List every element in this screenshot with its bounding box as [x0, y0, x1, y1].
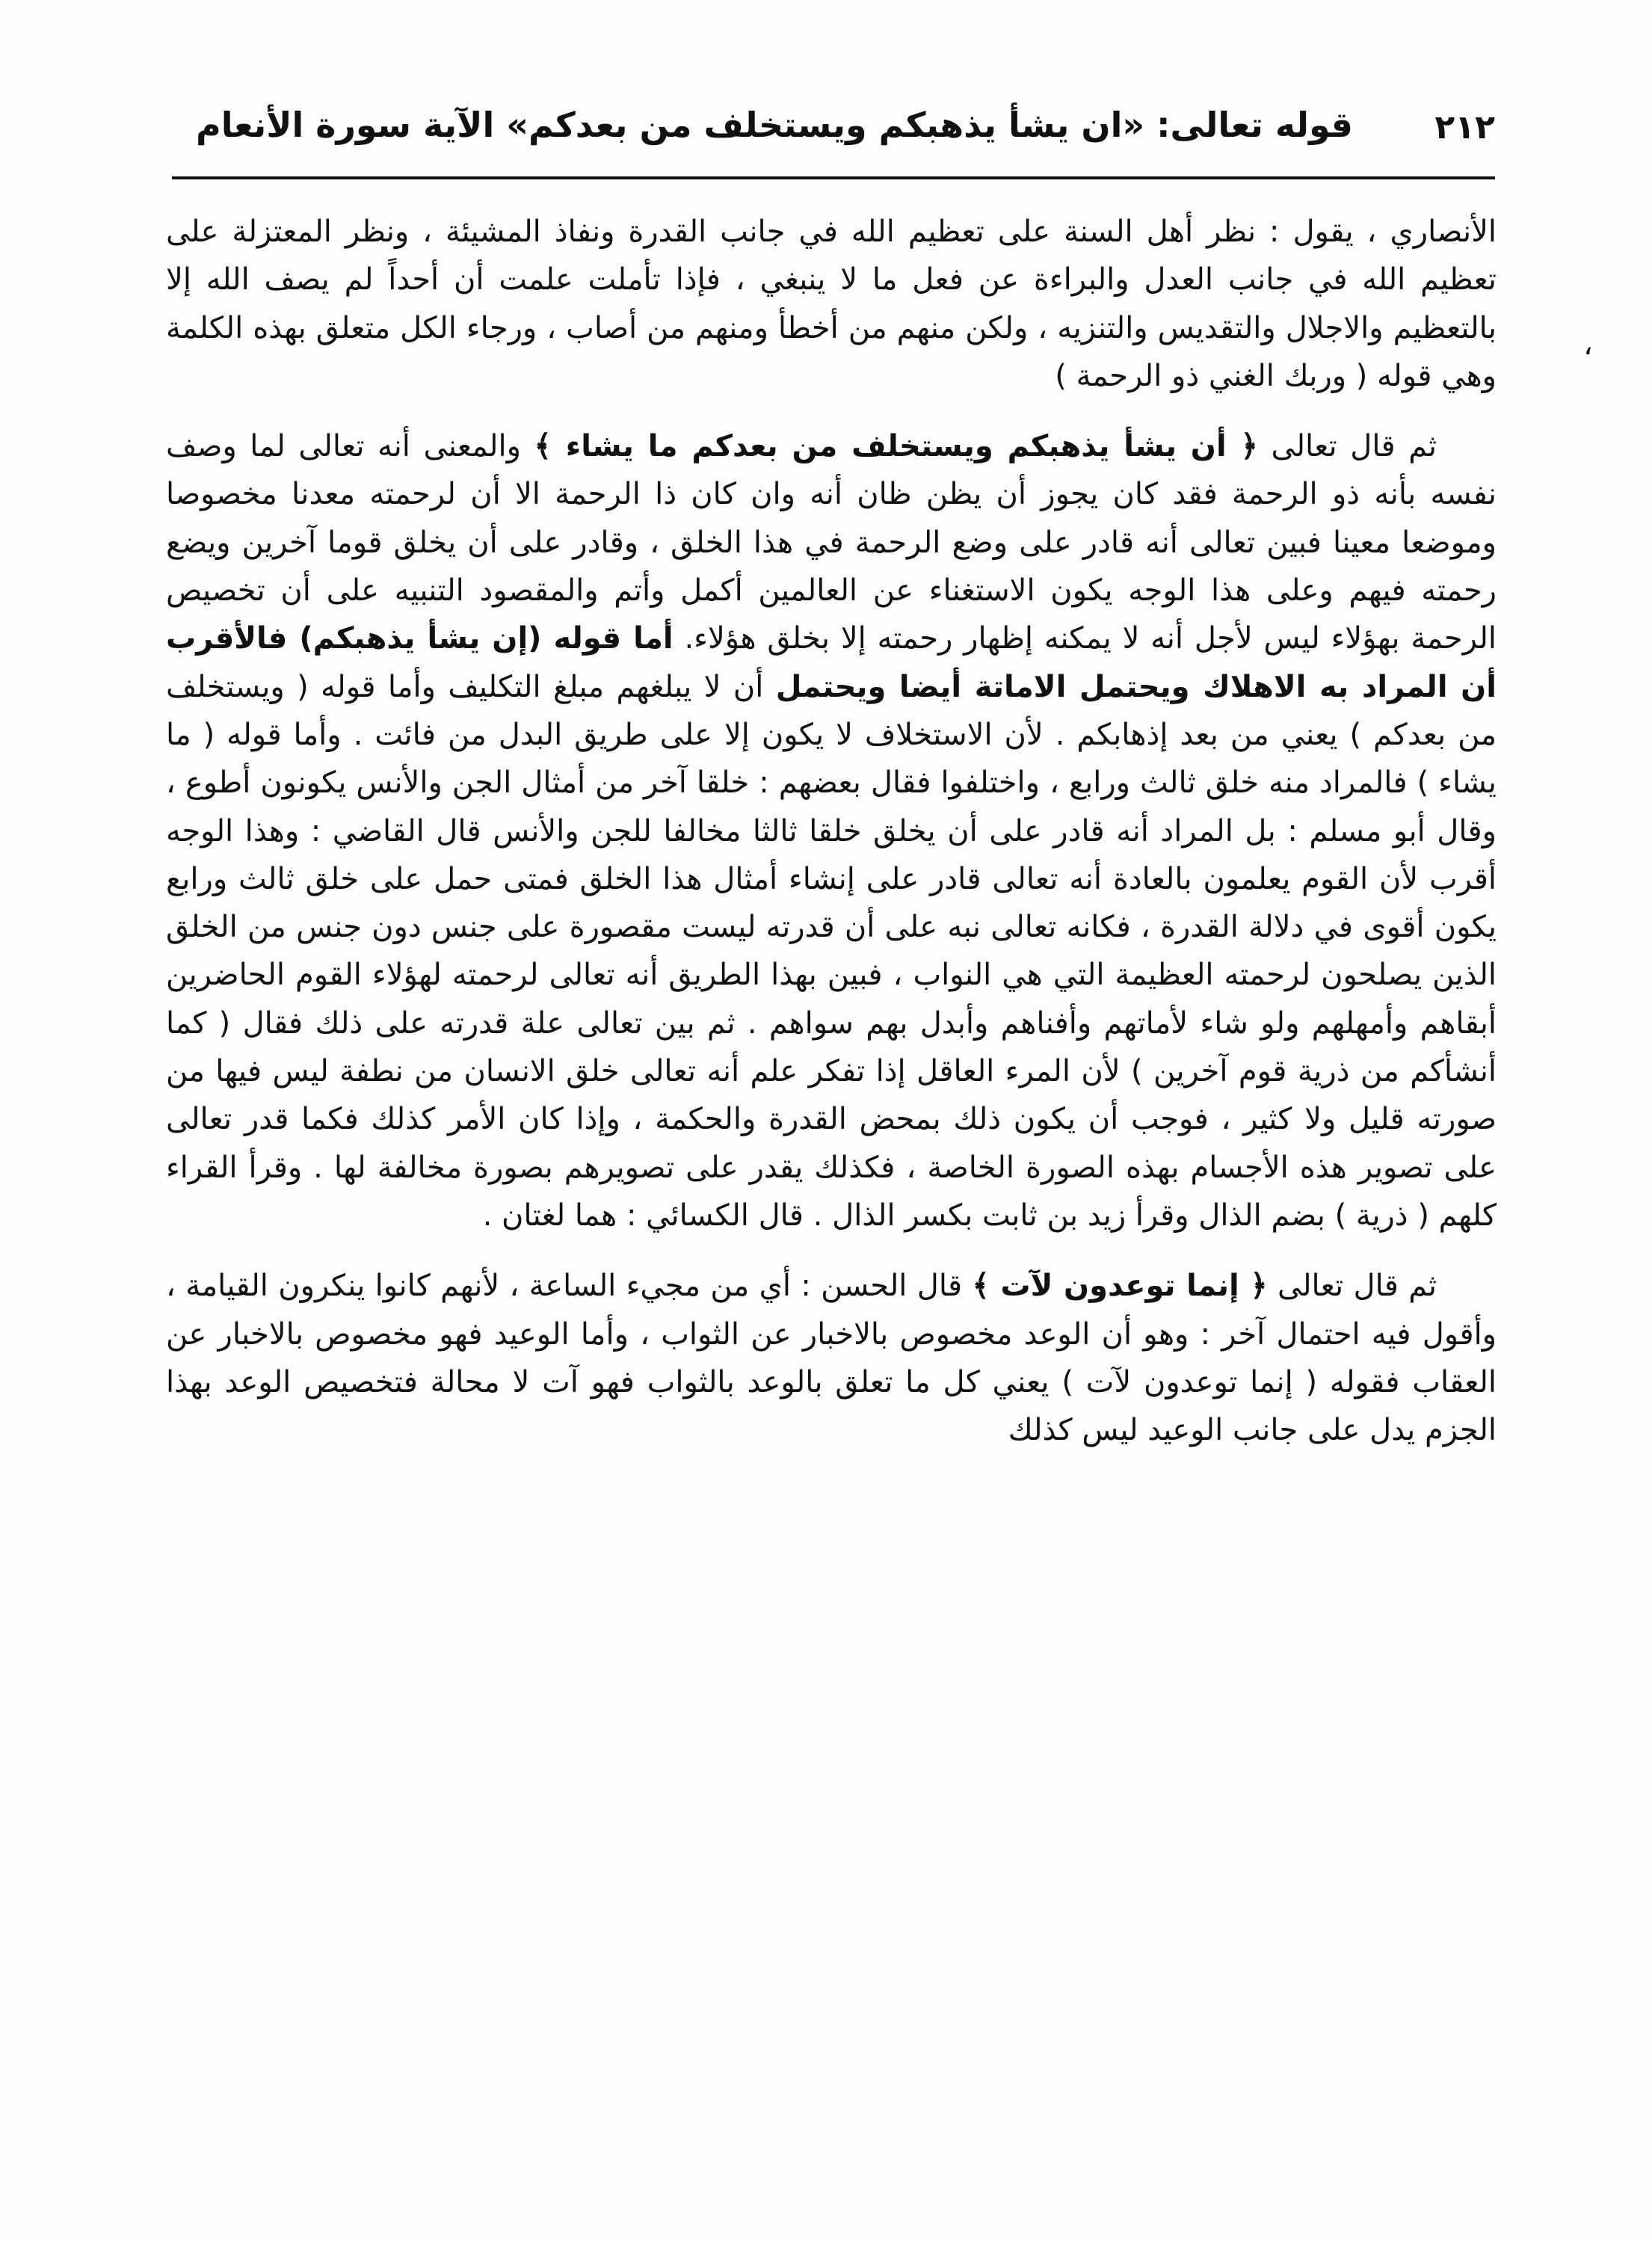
text-run: ثم قال تعالى [1267, 1269, 1437, 1304]
text-run: قال الحسن : أي من مجيء الساعة ، لأنهم كانوا ينكرون القيامة ، وأقول فيه احتمال آخر : وهو أن الوعد مخصوص بالاخبار عن الثواب ، وأما الوعيد فهو مخصوص بالاخبار عن العقاب فقوله ( إنما توعدون لآت ) يعني كل ما تعلق بالوعد بالثواب فهو آت لا محالة فتخصيص الوعد بهذا الجزم يدل على جانب الوعيد ليس كذلك [166, 1269, 1497, 1448]
paragraph [166, 1262, 1497, 1454]
text-run: والمعنى أنه تعالى لما وصف نفسه بأنه ذو الرحمة فقد كان يجوز أن يظن ظان أنه وان كان ذا الرحمة الا أن لرحمته معدنا مخصوصا وموضعا معينا فبين تعالى أنه قادر على وضع الرحمة في هذا الخلق ، وقادر على أن يخلق قوما آخرين ويضع رحمته فيهم وعلى هذا الوجه يكون الاستغناء عن العالمين أكمل وأتم والمقصود التنبيه على أن تخصيص الرحمة بهؤلاء ليس لأجل أنه لا يمكنه إظهار رحمته إلا بخلق هؤلاء. [166, 429, 1497, 656]
margin-mark: ، [1583, 327, 1593, 362]
page-number: ٢١٢ [1434, 108, 1495, 147]
emphasized-text: أما قوله (إن يشأ يذهبكم) فالأقرب أن المراد به الاهلاك ويحتمل الاماتة أيضا ويحتمل [166, 621, 1497, 704]
emphasized-text: ﴿ أن يشأ يذهبكم ويستخلف من بعدكم ما يشاء ﴾ [534, 429, 1258, 464]
running-header [172, 93, 1495, 176]
text-run: الأنصاري ، يقول : نظر أهل السنة على تعظيم الله في جانب القدرة ونفاذ المشيئة ، ونظر المعتزلة على تعظيم الله في جانب العدل والبراءة عن فعل ما لا ينبغي ، فإذا تأملت علمت أن أحداً لم يصف الله إلا بالتعظيم والاجلال والتقديس والتنزيه ، ولكن منهم من أخطأ ومنهم من أصاب ، ورجاء الكل متعلق بهذه الكلمة وهي قوله ( وربك الغني ذو الرحمة ) [166, 215, 1497, 393]
text-run: ثم قال تعالى [1257, 429, 1437, 464]
running-title: قوله تعالى: «ان يشأ يذهبكم ويستخلف من بعدكم» الآية سورة الأنعام [196, 105, 1353, 145]
paragraph [166, 422, 1497, 1239]
header-divider [172, 176, 1495, 179]
paragraph [166, 208, 1497, 400]
text-run: أن لا يبلغهم مبلغ التكليف وأما قوله ( ويستخلف من بعدكم ) يعني من بعد إذهابكم . لأن الاستخلاف لا يكون إلا على طريق البدل من فائت . وأما قوله ( ما يشاء ) فالمراد منه خلق ثالث ورابع ، واختلفوا فقال بعضهم : خلقا آخر من أمثال الجن والأنس يكونون أطوع ، وقال أبو مسلم : بل المراد أنه قادر على أن يخلق خلقا ثالثا مخالفا للجن والأنس قال القاضي : وهذا الوجه أقرب لأن القوم يعلمون بالعادة أنه تعالى قادر على إنشاء أمثال هذا الخلق فمتى حمل على خلق ثالث ورابع يكون أقوى في دلالة القدرة ، فكانه تعالى نبه على أن قدرته ليست مقصورة على جنس دون جنس من الخلق الذين يصلحون لرحمته العظيمة التي هي النواب ، فبين بهذا الطريق أنه تعالى لرحمته لهؤلاء القوم الحاضرين أبقاهم وأمهلهم ولو شاء لأماتهم وأفناهم وأبدل بهم سواهم . ثم بين تعالى علة قدرته على ذلك فقال ( كما أنشأكم من ذرية قوم آخرين ) لأن المرء العاقل إذا تفكر علم أنه تعالى خلق الانسان من نطفة ليس فيها من صورته قليل ولا كثير ، فوجب أن يكون ذلك بمحض القدرة والحكمة ، وإذا كان الأمر كذلك فكما قدر تعالى على تصوير هذه الأجسام بهذه الصورة الخاصة ، فكذلك يقدر على تصويرهم بصورة مخالفة لها . وقرأ القراء كلهم ( ذرية ) بضم الذال وقرأ زيد بن ثابت بكسر الذال . قال الكسائي : هما لغتان . [166, 669, 1497, 1233]
emphasized-text: ﴿ إنما توعدون لآت ﴾ [972, 1269, 1268, 1304]
body-text [166, 208, 1497, 1454]
